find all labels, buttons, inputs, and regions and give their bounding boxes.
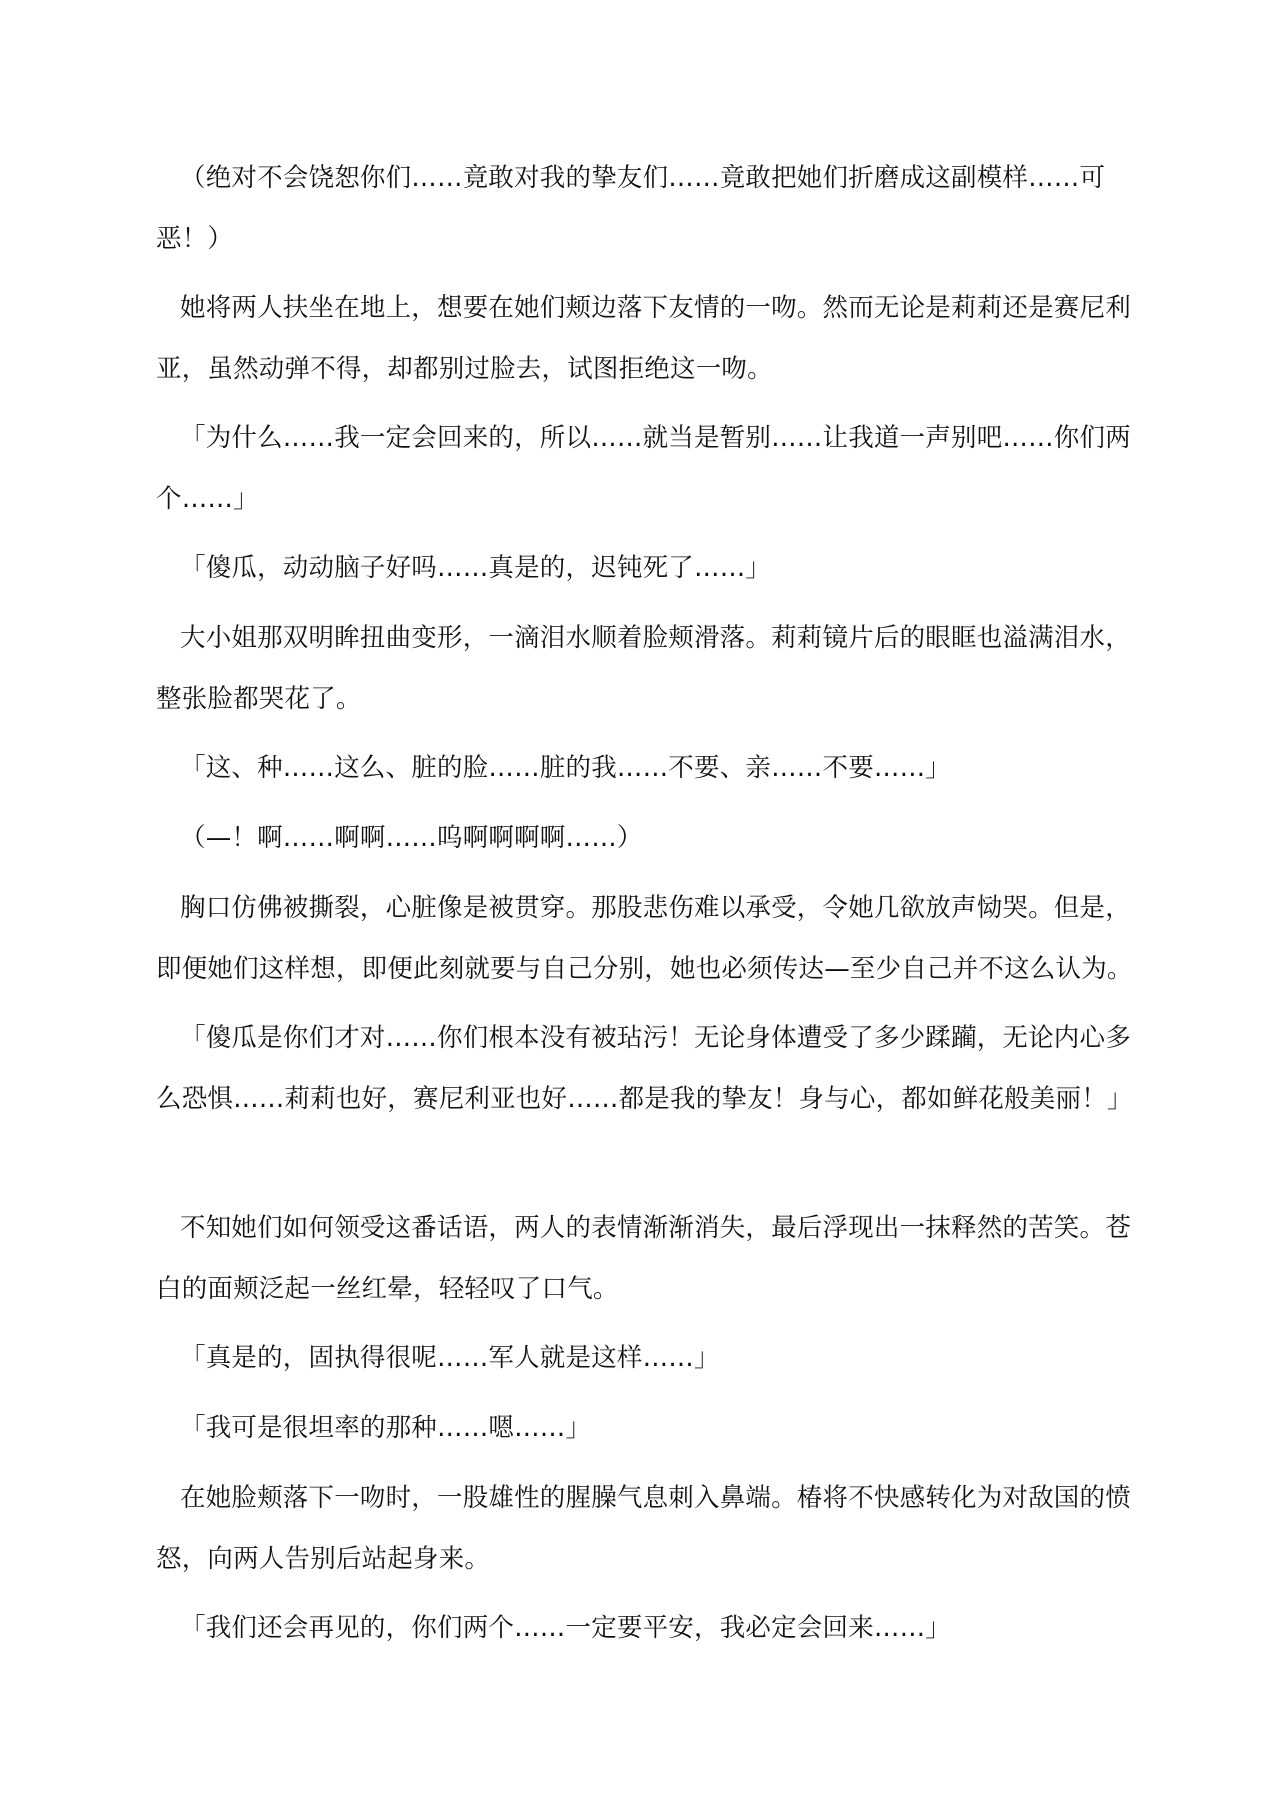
paragraph-10: 不知她们如何领受这番话语，两人的表情渐渐消失，最后浮现出一抹释然的苦笑。苍白的面颊泛起一丝红晕，轻轻叹了口气。: [156, 1213, 1131, 1304]
paragraph-2: 她将两人扶坐在地上，想要在她们颊边落下友情的一吻。然而无论是莉莉还是赛尼利亚，虽然动弹不得，却都别过脸去，试图拒绝这一吻。: [156, 293, 1131, 384]
paragraph-9: 「傻瓜是你们才对……你们根本没有被玷污！无论身体遭受了多少蹂躏，无论内心多么恐惧……莉莉也好，赛尼利亚也好……都是我的挚友！身与心，都如鲜花般美丽！」: [156, 1023, 1133, 1114]
paragraph-8: 胸口仿佛被撕裂，心脏像是被贯穿。那股悲伤难以承受，令她几欲放声恸哭。但是，即便她们这样想，即便此刻就要与自己分别，她也必须传达—至少自己并不这么认为。: [156, 893, 1133, 984]
paragraph-6: 「这、种……这么、脏的脸……脏的我……不要、亲……不要……」: [180, 753, 952, 783]
paragraph-11: 「真是的，固执得很呢……军人就是这样……」: [180, 1343, 720, 1373]
paragraph-7: （—！啊……啊啊……呜啊啊啊啊……）: [180, 823, 643, 853]
paragraph-12: 「我可是很坦率的那种……嗯……」: [180, 1413, 592, 1443]
paragraph-5: 大小姐那双明眸扭曲变形，一滴泪水顺着脸颊滑落。莉莉镜片后的眼眶也溢满泪水，整张脸都哭花了。: [156, 623, 1131, 714]
paragraph-13: 在她脸颊落下一吻时，一股雄性的腥臊气息刺入鼻端。椿将不快感转化为对敌国的愤怒，向两人告别后站起身来。: [156, 1483, 1131, 1574]
paragraph-14: 「我们还会再见的，你们两个……一定要平安，我必定会回来……」: [180, 1613, 952, 1643]
paragraph-4: 「傻瓜，动动脑子好吗……真是的，迟钝死了……」: [180, 553, 772, 583]
paragraph-3: 「为什么……我一定会回来的，所以……就当是暂别……让我道一声别吧……你们两个……」: [156, 423, 1131, 514]
paragraph-1: （绝对不会饶恕你们……竟敢对我的挚友们……竟敢把她们折磨成这副模样……可恶！）: [156, 163, 1106, 254]
